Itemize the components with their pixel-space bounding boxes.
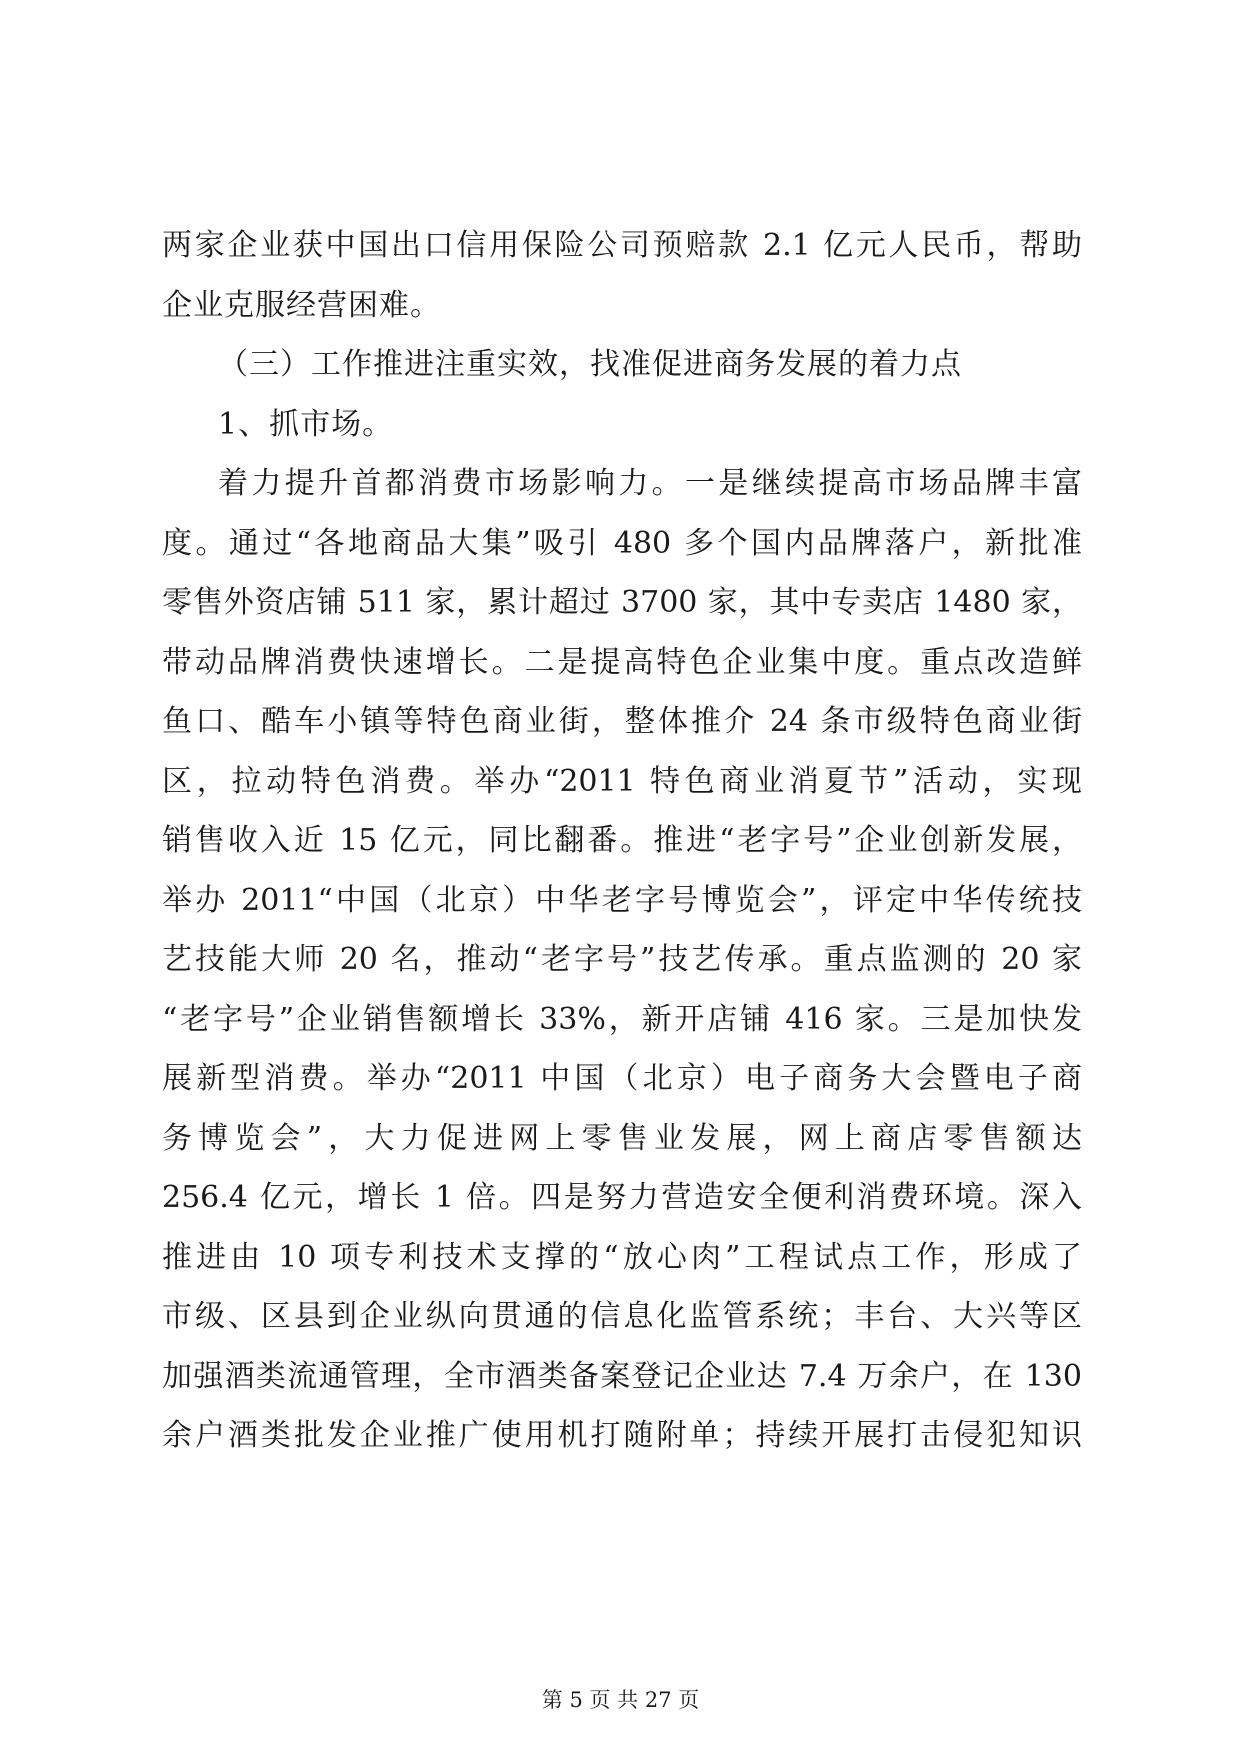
- text-line: 销售收入近 15 亿元，同比翻番。推进“老字号”企业创新发展，: [162, 823, 1082, 858]
- page-number: 第 5 页 共 27 页: [541, 1688, 700, 1712]
- text-line: 推进由 10 项专利技术支撑的“放心肉”工程试点工作，形成了: [162, 1240, 1082, 1275]
- subsection-heading: 1、抓市场。: [218, 407, 394, 442]
- text-line: 区，拉动特色消费。举办“2011 特色商业消夏节”活动，实现: [162, 764, 1082, 799]
- text-line: “老字号”企业销售额增长 33%，新开店铺 416 家。三是加快发: [162, 1002, 1082, 1037]
- section-heading: （三）工作推进注重实效，找准促进商务发展的着力点: [218, 347, 962, 382]
- text-line: 着力提升首都消费市场影响力。一是继续提高市场品牌丰富: [218, 466, 1082, 501]
- text-line: 加强酒类流通管理，全市酒类备案登记企业达 7.4 万余户，在 130: [162, 1359, 1082, 1394]
- text-line: 展新型消费。举办“2011 中国（北京）电子商务大会暨电子商: [162, 1061, 1082, 1096]
- text-line: 市级、区县到企业纵向贯通的信息化监管系统；丰台、大兴等区: [162, 1299, 1082, 1334]
- text-line: 256.4 亿元，增长 1 倍。四是努力营造安全便利消费环境。深入: [162, 1180, 1082, 1215]
- text-line: 务博览会”，大力促进网上零售业发展，网上商店零售额达: [162, 1121, 1082, 1156]
- text-line: 零售外资店铺 511 家，累计超过 3700 家，其中专卖店 1480 家，: [162, 585, 1082, 620]
- text-line: 企业克服经营困难。: [162, 288, 441, 323]
- text-line: 举办 2011“中国（北京）中华老字号博览会”，评定中华传统技: [162, 883, 1082, 918]
- text-line: 带动品牌消费快速增长。二是提高特色企业集中度。重点改造鲜: [162, 645, 1082, 680]
- text-line: 两家企业获中国出口信用保险公司预赔款 2.1 亿元人民币，帮助: [162, 228, 1082, 263]
- text-line: 度。通过“各地商品大集”吸引 480 多个国内品牌落户，新批准: [162, 526, 1082, 561]
- text-line: 艺技能大师 20 名，推动“老字号”技艺传承。重点监测的 20 家: [162, 942, 1082, 977]
- text-line: 余户酒类批发企业推广使用机打随附单；持续开展打击侵犯知识: [162, 1418, 1082, 1453]
- text-line: 鱼口、酷车小镇等特色商业街，整体推介 24 条市级特色商业街: [162, 704, 1082, 739]
